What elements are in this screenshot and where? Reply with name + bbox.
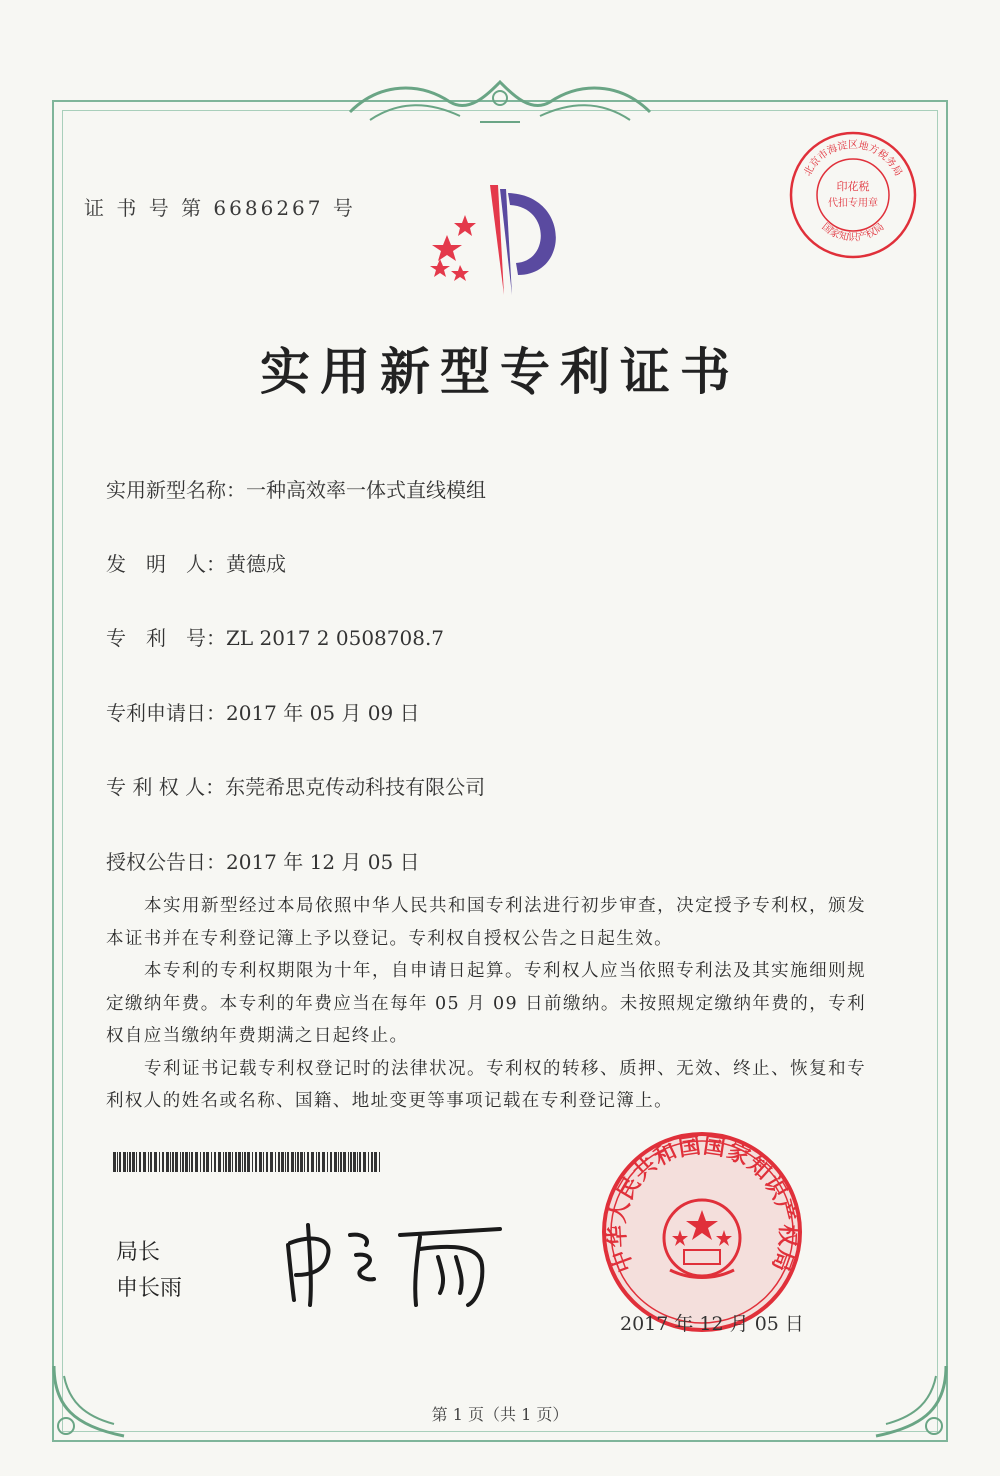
barcode-bar <box>232 1152 233 1172</box>
barcode-bar <box>307 1152 309 1172</box>
field-label: 授权公告日： <box>106 850 226 874</box>
barcode-bar <box>371 1152 373 1172</box>
barcode-bar <box>123 1152 126 1172</box>
barcode-bar <box>359 1152 361 1172</box>
barcode-bar <box>322 1152 325 1172</box>
barcode-bar <box>287 1152 289 1172</box>
barcode-bar <box>247 1152 250 1172</box>
barcode-bar <box>350 1152 352 1172</box>
barcode-bar <box>117 1152 118 1172</box>
director-title: 局长 <box>116 1240 161 1265</box>
barcode-bar <box>129 1152 131 1172</box>
barcode-bar <box>189 1152 190 1172</box>
barcode-bar <box>338 1152 339 1172</box>
barcode-bar <box>166 1152 169 1172</box>
field-patentee <box>106 771 485 800</box>
page-number: 第 1 页（共 1 页） <box>431 1405 569 1424</box>
barcode-bar <box>327 1152 328 1172</box>
tax-stamp-outer-text: 北京市海淀区地方税务局 <box>802 140 904 179</box>
barcode-bar <box>191 1152 193 1172</box>
barcode-bar <box>228 1152 231 1172</box>
barcode-bar <box>242 1152 243 1172</box>
field-value: 一种高效率一体式直线模组 <box>246 478 486 502</box>
barcode-bar <box>266 1152 268 1172</box>
barcode-bar <box>154 1152 157 1172</box>
field-label: 专利申请日： <box>106 701 226 725</box>
barcode-bar <box>159 1152 160 1172</box>
field-value: 2017 年 05 月 09 日 <box>226 701 420 725</box>
field-grant-date <box>106 846 420 875</box>
certificate-number: 证 书 号 第 6686267 号 <box>84 196 356 220</box>
barcode-bar <box>300 1152 303 1172</box>
barcode-bar <box>200 1152 201 1172</box>
barcode-bar <box>143 1152 146 1172</box>
barcode-bar <box>175 1152 178 1172</box>
director-signature <box>270 1205 510 1315</box>
barcode-bar <box>150 1152 152 1172</box>
barcode-bar <box>203 1152 205 1172</box>
barcode-bar <box>353 1152 356 1172</box>
national-ip-office-seal <box>600 1130 805 1335</box>
barcode-bar <box>180 1152 181 1172</box>
barcode-bar <box>185 1152 188 1172</box>
barcode-bar <box>218 1152 221 1172</box>
barcode-bar <box>311 1152 314 1172</box>
tax-stamp-seal <box>786 128 920 262</box>
field-filing-date <box>106 697 420 726</box>
field-value: 黄德成 <box>226 552 286 576</box>
barcode-bar <box>297 1152 299 1172</box>
svg-text:国家知识产权局 <box>819 221 886 244</box>
barcode-bar <box>255 1152 257 1172</box>
tax-stamp-inner-line2: 代扣专用章 <box>828 198 878 209</box>
field-value: 东莞希思克传动科技有限公司 <box>225 775 486 799</box>
barcode-bar <box>119 1152 121 1172</box>
field-inventor <box>106 548 286 577</box>
barcode-bar <box>275 1152 276 1172</box>
barcode-bar <box>340 1152 342 1172</box>
barcode-bar <box>235 1152 237 1172</box>
barcode-bar <box>214 1152 216 1172</box>
certificate-body <box>106 890 866 1118</box>
director-name: 申长雨 <box>116 1276 183 1301</box>
barcode-bar <box>225 1152 227 1172</box>
barcode-bar <box>136 1152 137 1172</box>
barcode-bar <box>357 1152 358 1172</box>
top-ornament-icon <box>340 72 660 132</box>
barcode-bar <box>127 1152 128 1172</box>
seal-text: 中华人民共和国国家知识产权局 <box>605 1133 800 1276</box>
barcode-bar <box>379 1152 380 1172</box>
barcode-bar <box>281 1152 284 1172</box>
field-value: 2017 年 12 月 05 日 <box>226 850 420 874</box>
barcode-bar <box>270 1152 273 1172</box>
barcode-bar <box>182 1152 184 1172</box>
corner-ornament-icon <box>44 1356 134 1446</box>
barcode-bar <box>295 1152 296 1172</box>
body-paragraph: 本实用新型经过本局依照中华人民共和国专利法进行初步审查，决定授予专利权，颁发本证书并在专利登记簿上予以登记。专利权自授权公告之日起生效。 <box>106 896 866 949</box>
field-label: 实用新型名称： <box>106 478 246 502</box>
barcode-bar <box>374 1152 377 1172</box>
body-paragraph: 专利证书记载专利权登记时的法律状况。专利权的转移、质押、无效、终止、恢复和专利权人的姓名或名称、国籍、地址变更等事项记载在专利登记簿上。 <box>106 1058 866 1111</box>
barcode-bar <box>113 1152 116 1172</box>
barcode-bar <box>172 1152 174 1172</box>
tax-stamp-bottom-text: 国家知识产权局 <box>819 221 887 244</box>
barcode-bar <box>285 1152 286 1172</box>
seal-date: 2017 年 12 月 05 日 <box>620 1313 804 1335</box>
barcode-bar <box>278 1152 280 1172</box>
certificate-title: 实用新型专利证书 <box>260 343 740 401</box>
barcode-bar <box>244 1152 246 1172</box>
field-label: 专 利 号： <box>106 626 226 650</box>
barcode-bar <box>162 1152 164 1172</box>
field-label: 发 明 人： <box>106 552 226 576</box>
barcode-bar <box>343 1152 346 1172</box>
field-label: 专 利 权 人： <box>106 775 226 799</box>
barcode-bar <box>195 1152 198 1172</box>
barcode-bar <box>148 1152 149 1172</box>
patent-office-logo-icon <box>420 175 580 300</box>
barcode-bar <box>139 1152 141 1172</box>
barcode-bar <box>252 1152 253 1172</box>
barcode-bar <box>259 1152 262 1172</box>
field-patent-number <box>106 622 444 651</box>
barcode-bar <box>291 1152 294 1172</box>
barcode-bar <box>170 1152 171 1172</box>
barcode-bar <box>238 1152 241 1172</box>
barcode-bar <box>318 1152 320 1172</box>
barcode-bar <box>368 1152 369 1172</box>
tax-stamp-inner-line1: 印花税 <box>836 180 870 193</box>
barcode-bar <box>206 1152 209 1172</box>
barcode-bar <box>334 1152 337 1172</box>
barcode-bar <box>348 1152 349 1172</box>
body-paragraph: 本专利的专利权期限为十年，自申请日起算。专利权人应当依照专利法及其实施细则规定缴纳年费。本专利的年费应当在每年 05 月 09 日前缴纳。未按照规定缴纳年费的，专利权自应当缴纳年费期满之日起终止。 <box>106 961 866 1046</box>
field-utility-model-name <box>106 474 486 503</box>
barcode-bar <box>304 1152 305 1172</box>
barcode-bar <box>363 1152 366 1172</box>
barcode-bar <box>316 1152 317 1172</box>
corner-ornament-icon <box>866 1356 956 1446</box>
barcode-bar <box>223 1152 224 1172</box>
barcode-bar <box>330 1152 332 1172</box>
barcode <box>113 1152 383 1172</box>
barcode-bar <box>263 1152 264 1172</box>
barcode-bar <box>132 1152 135 1172</box>
field-value: ZL 2017 2 0508708.7 <box>226 626 445 650</box>
barcode-bar <box>211 1152 212 1172</box>
